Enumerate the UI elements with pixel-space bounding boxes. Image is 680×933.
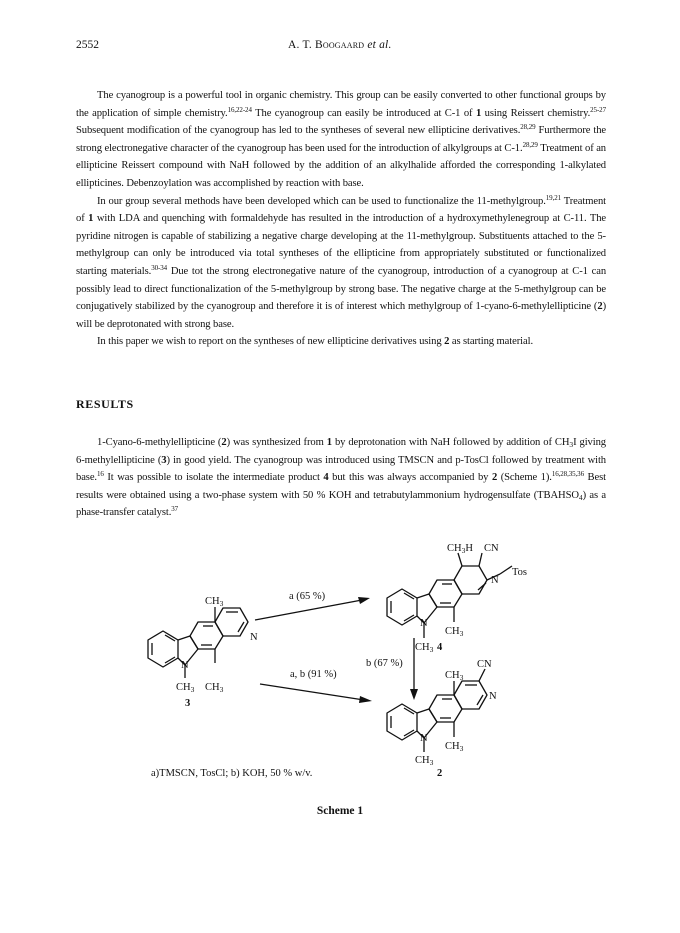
compound-3-pyridine-n: N xyxy=(250,632,258,643)
compound-3-indole-n: N xyxy=(181,660,189,671)
text-run: ) as a phase-transfer catalyst. xyxy=(76,489,606,519)
text-run: I giving 6-methylellipticine ( xyxy=(76,437,606,466)
compound-3-ch3-5: CH3 xyxy=(205,682,224,694)
citation-ref: 30-34 xyxy=(151,263,168,272)
compound-2-ch3-5: CH3 xyxy=(445,741,464,753)
compound-3-ch3-11: CH3 xyxy=(205,596,224,608)
text-run: with LDA and quenching with formaldehyde has resulted in the introduction of a hydroxymethylenegroup at C-11. The pyridine nitrogen is capable of stabilizing a negative charge developing at the 11-methylgroup. Substituents attached to the 5-methylgroup can only be introduced via total syntheses of the ellipticine from appropriately substituted or functionalized starting materials. xyxy=(76,213,606,277)
text-run: (Scheme 1). xyxy=(497,472,552,484)
compound-2-label: 2 xyxy=(437,768,443,779)
citation-ref: 28,29 xyxy=(520,123,536,132)
compound-ref: 2 xyxy=(491,472,498,484)
compound-4-label: 4 xyxy=(437,642,443,653)
compound-ref: 2 xyxy=(221,437,227,448)
citation-ref: 37 xyxy=(171,505,179,514)
compound-2-ch3-11: CH3 xyxy=(445,670,464,682)
citation-ref: 16,22-24 xyxy=(227,105,252,114)
compound-4-tos: Tos xyxy=(512,567,528,578)
citation-ref: 16,28,35,36 xyxy=(551,470,584,479)
text-run: as starting material. xyxy=(449,336,533,348)
text-run: Treatment of xyxy=(76,195,606,225)
citation-ref: 16 xyxy=(96,470,104,479)
text-run: 1-Cyano-6-methylellipticine ( xyxy=(97,437,222,448)
page-number: 2552 xyxy=(76,39,99,51)
subscript: 4 xyxy=(578,492,583,502)
compound-ref: 1 xyxy=(475,107,482,119)
arrow-b-head xyxy=(410,689,418,700)
compound-4-ch3-5: CH3 xyxy=(445,626,464,638)
scheme-conditions: a)TMSCN, TosCl; b) KOH, 50 % w/v. xyxy=(151,768,313,779)
compound-4-n: N xyxy=(491,575,499,586)
text-run: using Reissert chemistry. xyxy=(481,107,591,119)
compound-4-ch3h: CH3H xyxy=(447,543,473,555)
compound-ref: 2 xyxy=(444,336,450,348)
compound-ref: 2 xyxy=(597,301,603,313)
results-heading: RESULTS xyxy=(76,397,134,411)
text-run: Treatment of an ellipticine Reissert compound with NaH followed by the addition of an alkylhalide afforded the corresponding 1-alkylated ellipticines. Debenzoylation was accomplished by reaction with base. xyxy=(76,142,607,189)
arrow-ab-head xyxy=(359,696,372,703)
text-run: Furthermore the strong electronegative character of the cyanogroup has been used for the introduction of alkylgroups at C-1. xyxy=(76,125,606,154)
text-run: ) will be deprotonated with strong base. xyxy=(76,301,606,330)
text-run: It was possible to isolate the intermediate product xyxy=(103,472,324,484)
citation-ref: 28,29 xyxy=(522,140,538,149)
compound-4-ch3-6: CH3 xyxy=(415,642,434,654)
arrow-a-head xyxy=(358,597,370,604)
text-run: ) in good yield. The cyanogroup was introduced using TMSCN and p-TosCl followed by treatment with base. xyxy=(76,454,607,484)
text-run: Due tot the strong electronegative nature of the cyanogroup, introduction of a cyanogroup at C-1 can possibly lead to direct functionalization of the 5-methylgroup by strong base. The negative charge at the 5-methylgroup can be conjugatively stabilized by the cyanogroup and therefore it is of interest which methylgroup of 1-cyano-6-methylellipticine ( xyxy=(76,265,607,313)
compound-2-ch3-6: CH3 xyxy=(415,755,434,767)
running-title-etal: et al. xyxy=(367,39,392,51)
arrow-ab-label: a, b (91 %) xyxy=(290,669,337,680)
citation-ref: 19,21 xyxy=(545,193,562,202)
compound-4-indole-n: N xyxy=(420,618,428,629)
arrow-a-label: a (65 %) xyxy=(289,591,326,602)
arrow-b-label: b (67 %) xyxy=(366,658,403,669)
compound-ref: 4 xyxy=(323,472,329,484)
compound-ref: 1 xyxy=(326,437,332,448)
text-run: In this paper we wish to report on the syntheses of new ellipticine derivatives using xyxy=(97,336,445,348)
text-run: The cyanogroup is a powerful tool in organic chemistry. This group can be easily converted to other functional groups by the application of simple chemistry. xyxy=(76,90,606,119)
compound-3-label: 3 xyxy=(185,698,191,709)
text-run: In our group several methods have been developed which can be used to functionalize the 11-methylgroup. xyxy=(97,195,546,207)
compound-2-pyridine-n: N xyxy=(489,691,497,702)
compound-4-cn: CN xyxy=(484,543,499,554)
scheme-caption: Scheme 1 xyxy=(316,805,364,817)
compound-ref: 1 xyxy=(88,213,94,225)
text-run: by deprotonation with NaH followed by addition of CH xyxy=(331,437,570,448)
compound-2-cn: CN xyxy=(477,659,492,670)
text-run: Subsequent modification of the cyanogroup has led to the syntheses of several new ellipticine derivatives. xyxy=(76,125,521,137)
text-run: ) was synthesized from xyxy=(226,437,327,448)
compound-2-indole-n: N xyxy=(420,733,428,744)
reaction-arrows xyxy=(255,600,414,700)
text-run: Best results were obtained using a two-phase system with 50 % KOH and tetrabutylammonium hydrogensulfate (TBAHSO xyxy=(76,472,606,501)
text-run: The cyanogroup can easily be introduced at C-1 of xyxy=(251,107,476,119)
text-run: but this was always accompanied by xyxy=(328,472,492,484)
compound-2-structure xyxy=(387,669,487,752)
subscript: 3 xyxy=(569,440,574,449)
running-title-author: A. T. Boogaard xyxy=(288,39,365,51)
citation-ref: 25-27 xyxy=(590,105,606,114)
compound-3-ch3-6: CH3 xyxy=(176,682,195,694)
compound-ref: 3 xyxy=(161,454,167,466)
compound-3-structure xyxy=(148,607,248,678)
